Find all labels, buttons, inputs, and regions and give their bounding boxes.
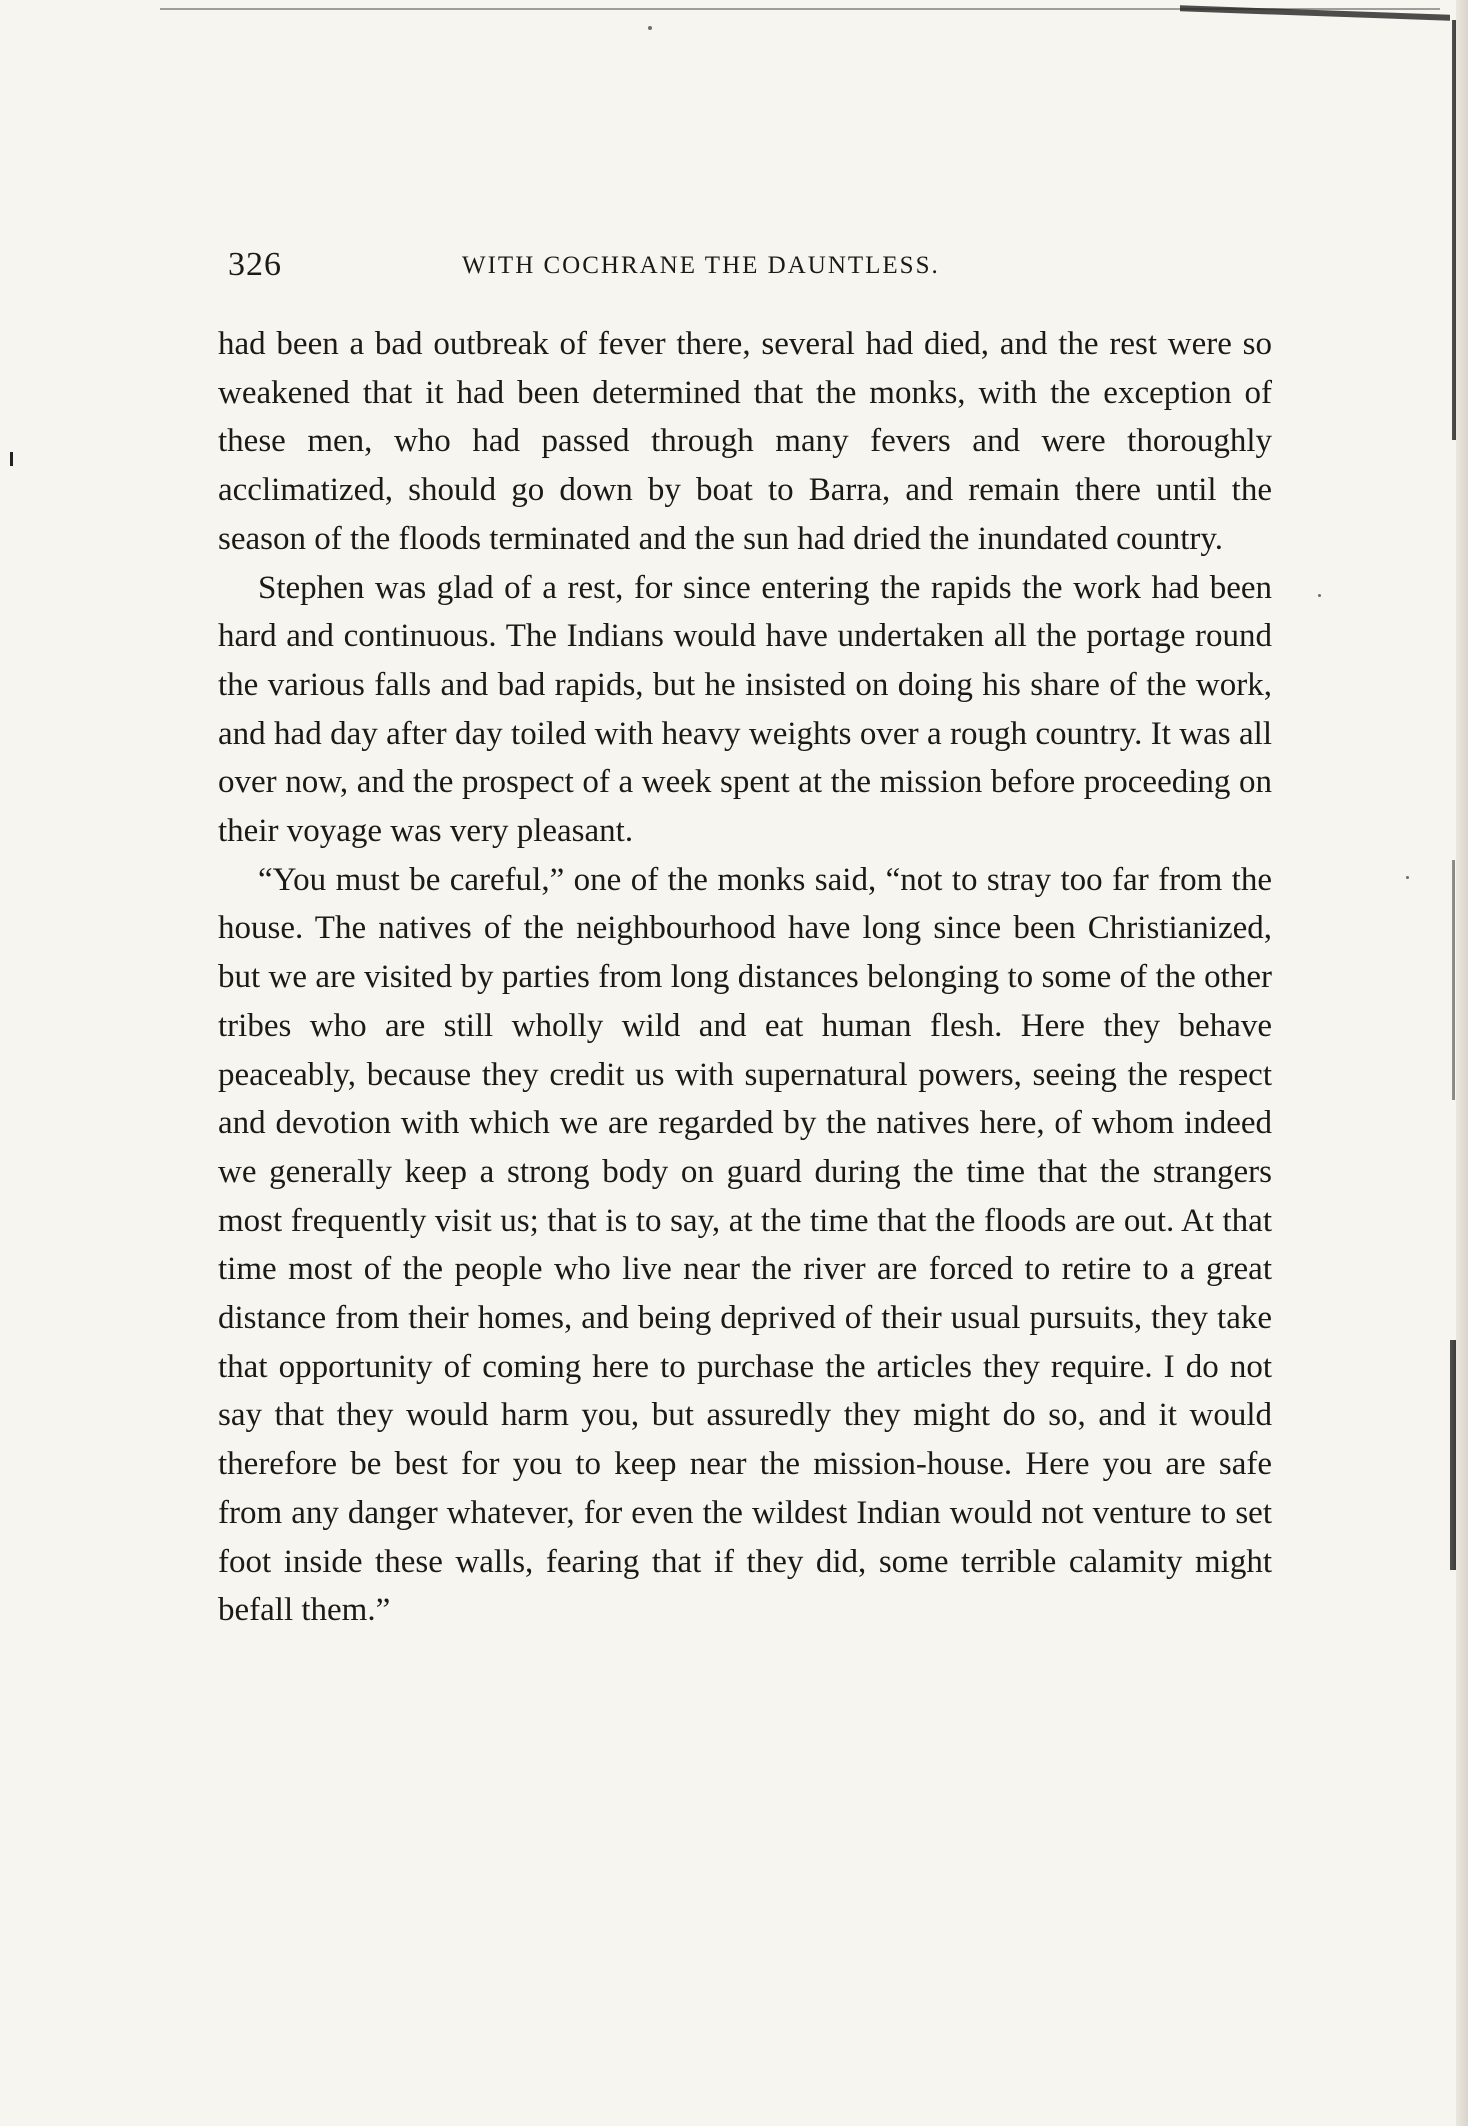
- scan-speck: [1406, 876, 1409, 879]
- body-text: [218, 320, 1272, 1635]
- paragraph: “You must be careful,” one of the monks said, “not to stray too far from the house. The natives of the neighbourhood have long since been Christianized, but we are visited by parties from long distances belonging to some of the other tribes who are still wholly wild and eat human flesh. Here they behave peaceably, because they credit us with supernatural powers, seeing the respect and devotion with which we are regarded by the natives here, of whom indeed we generally keep a strong body on guard during the time that the strangers most frequently visit us; that is to say, at the time that the floods are out. At that time most of the people who live near the river are forced to retire to a great distance from their homes, and being deprived of their usual pursuits, they take that opportunity of coming here to purchase the articles they require. I do not say that they would harm you, but assuredly they might do so, and it would therefore be best for you to keep near the mission-house. Here you are safe from any danger whatever, for even the wildest Indian would not venture to set foot inside these walls, fearing that if they did, some terrible calamity might befall them.”: [218, 861, 1272, 1629]
- page-header: [228, 246, 1268, 286]
- scan-speck: [1318, 594, 1321, 597]
- paragraph: Stephen was glad of a rest, for since entering the rapids the work had been hard and continuous. The Indians would have undertaken all the portage round the various falls and bad rapids, but he insisted on doing his share of the work, and had day after day toiled with heavy weights over a rough country. It was all over now, and the prospect of a week spent at the mission before proceeding on their voyage was very pleasant.: [218, 569, 1272, 850]
- paragraph: had been a bad outbreak of fever there, several had died, and the rest were so weakened that it had been determined that the monks, with the exception of these men, who had passed through many fevers and were thoroughly acclimatized, should go down by boat to Barra, and remain there until the season of the floods terminated and the sun had dried the inundated country.: [218, 326, 1272, 557]
- scan-artifact-right-line: [1452, 860, 1455, 1100]
- scan-speck: [648, 26, 652, 30]
- page-edge: [1456, 0, 1468, 2126]
- scan-artifact-left-mark: [10, 452, 13, 466]
- running-head: WITH COCHRANE THE DAUNTLESS.: [462, 252, 940, 279]
- page-number: 326: [228, 246, 282, 283]
